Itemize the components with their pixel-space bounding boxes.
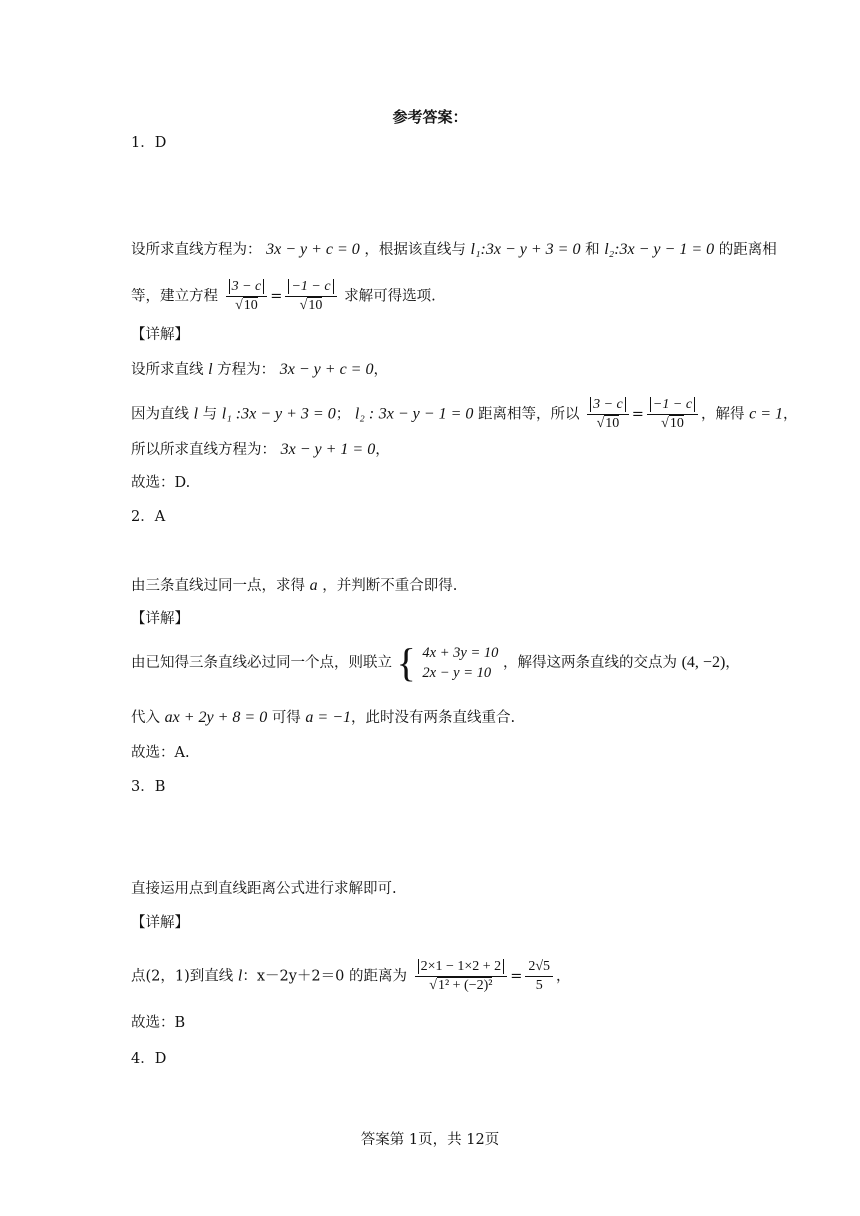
q1-choice: 故选：D. — [131, 475, 191, 491]
q2-choice: 故选：A. — [131, 745, 190, 761]
var: l — [237, 967, 243, 985]
equation: a = −1 — [305, 709, 352, 726]
detail-header: 【详解】 — [131, 327, 189, 343]
q1-detail-line-2: 因为直线 l 与 l₁ :3x − y + 3 = 0； l₂ : 3x − y − 1 = 0 距离相等，所以 $\frac{3 - c}{√10}$ = $\frac{-1 - c}{√10}$ ，解得 c = 1， — [131, 397, 798, 431]
text: 和 — [585, 242, 600, 258]
text: 的距离相 — [718, 242, 777, 258]
q2-detail-line-1 — [131, 640, 740, 685]
fraction: $\frac{-1 - c}{√10}$ — [647, 396, 698, 433]
denominator: 10 — [669, 416, 684, 431]
var: l — [193, 405, 199, 423]
text: ，解得这两条直线的交点为 — [502, 655, 677, 671]
text: 等，建立方程 — [131, 288, 218, 305]
equation: 3x − y − 1 = 0 — [378, 405, 474, 423]
q3-choice: 故选：B — [131, 1015, 186, 1031]
detail-header: 【详解】 — [131, 611, 189, 627]
text: ，解得 — [701, 406, 745, 423]
text: ，此时没有两条直线重合. — [351, 710, 516, 726]
fraction: $\frac{2\times 1 - 1\times 2 + 2}{\text{√1² + (−2)²}}$ — [415, 958, 508, 995]
text: ； — [335, 406, 351, 423]
text: 由已知得三条直线必过同一个点，则联立 — [131, 655, 392, 671]
point: (4, −2) — [681, 654, 726, 671]
text: 可得 — [271, 710, 301, 726]
text: ， — [556, 968, 571, 985]
denominator: 10 — [605, 416, 620, 431]
q3-analysis: 直接运用点到直线距离公式进行求解即可. — [131, 881, 397, 897]
numerator: 3 − c — [229, 279, 265, 294]
line-l2: l₂:3x − y − 1 = 0 — [604, 241, 715, 258]
q1-analysis-line-2: 等，建立方程 $\frac{3 - c}{√10}$ = $\frac{-1 - c}{√10}$ 求解可得选项. — [131, 279, 436, 313]
numerator: 2√5 — [525, 958, 553, 977]
text: ，并判断不重合即得. — [322, 578, 458, 594]
text: 方程为： — [217, 362, 276, 378]
equation: 4x + 3y = 10 — [422, 645, 499, 661]
denominator: 10 — [243, 298, 258, 313]
page-title: 参考答案： — [392, 108, 468, 126]
numerator: −1 − c — [650, 397, 695, 412]
text: 代入 — [131, 710, 160, 726]
equation: c = 1 — [749, 405, 784, 423]
text: 因为直线 — [131, 406, 189, 423]
equation-system — [422, 643, 498, 683]
fraction — [525, 958, 553, 995]
question-4-answer: 4．D — [131, 1051, 167, 1067]
equation: 3x − y + c = 0 — [279, 361, 374, 378]
q2-detail-line-2 — [131, 708, 515, 728]
q3-detail-line-1: 点(2，1)到直线 l：x－2y＋2＝0 的距离为 $\frac{2\times 1 - 1\times 2 + 2}{\text{√1² + (−2)²}}$ = $\frac{2√5}{5}$ ， — [131, 959, 571, 993]
text: 设所求直线方程为： — [131, 242, 262, 258]
detail-header: 【详解】 — [131, 915, 189, 931]
denominator: 1² + (−2)² — [437, 978, 493, 993]
text: ：x－2y＋2＝0 的距离为 — [242, 968, 407, 985]
equation: 3x − y + 1 = 0 — [280, 441, 376, 458]
text: 距离相等，所以 — [477, 406, 580, 423]
numerator: 2×1 − 1×2 + 2 — [418, 959, 505, 974]
fraction: $\frac{3 - c}{√10}$ — [226, 278, 268, 315]
page-footer: 答案第 1页，共 12页 — [360, 1132, 500, 1148]
q1-analysis-line-1 — [131, 240, 777, 260]
q1-detail-line-3 — [131, 440, 390, 460]
numerator: 3 − c — [590, 397, 626, 412]
line-l1: l₁ :3x − y + 3 = 0 — [221, 405, 336, 423]
fraction: $\frac{3 - c}{√10}$ — [587, 396, 629, 433]
text: 由三条直线过同一点，求得 — [131, 578, 305, 594]
question-2-answer: 2．A — [131, 509, 166, 525]
brace-icon: { — [396, 640, 416, 685]
text: ， — [373, 362, 388, 378]
q1-detail-line-1 — [131, 360, 388, 380]
text: 设所求直线 — [131, 362, 204, 378]
text: 求解可得选项. — [344, 288, 436, 305]
question-1-answer: 1．D — [131, 135, 167, 151]
text: ， — [725, 655, 740, 671]
question-3-answer: 3．B — [131, 779, 166, 795]
var: a — [309, 577, 318, 594]
denominator: 5 — [535, 978, 543, 993]
text: 点(2，1)到直线 — [131, 968, 234, 985]
line-l2: l₂ : — [354, 405, 375, 423]
var: l — [208, 361, 213, 378]
equation: ax + 2y + 8 = 0 — [164, 709, 268, 726]
text: ，根据该直线与 — [364, 242, 466, 258]
numerator: −1 − c — [288, 279, 333, 294]
equation: 3x − y + c = 0 — [266, 241, 360, 258]
text: ， — [783, 406, 798, 423]
q2-analysis — [131, 576, 457, 596]
text: 与 — [202, 406, 218, 423]
line-l1: l₁:3x − y + 3 = 0 — [470, 241, 581, 258]
denominator: 10 — [308, 298, 323, 313]
fraction: $\frac{-1 - c}{√10}$ — [285, 278, 336, 315]
text: ， — [375, 442, 390, 458]
text: 所以所求直线方程为： — [131, 442, 276, 458]
equation: 2x − y = 10 — [422, 665, 492, 681]
